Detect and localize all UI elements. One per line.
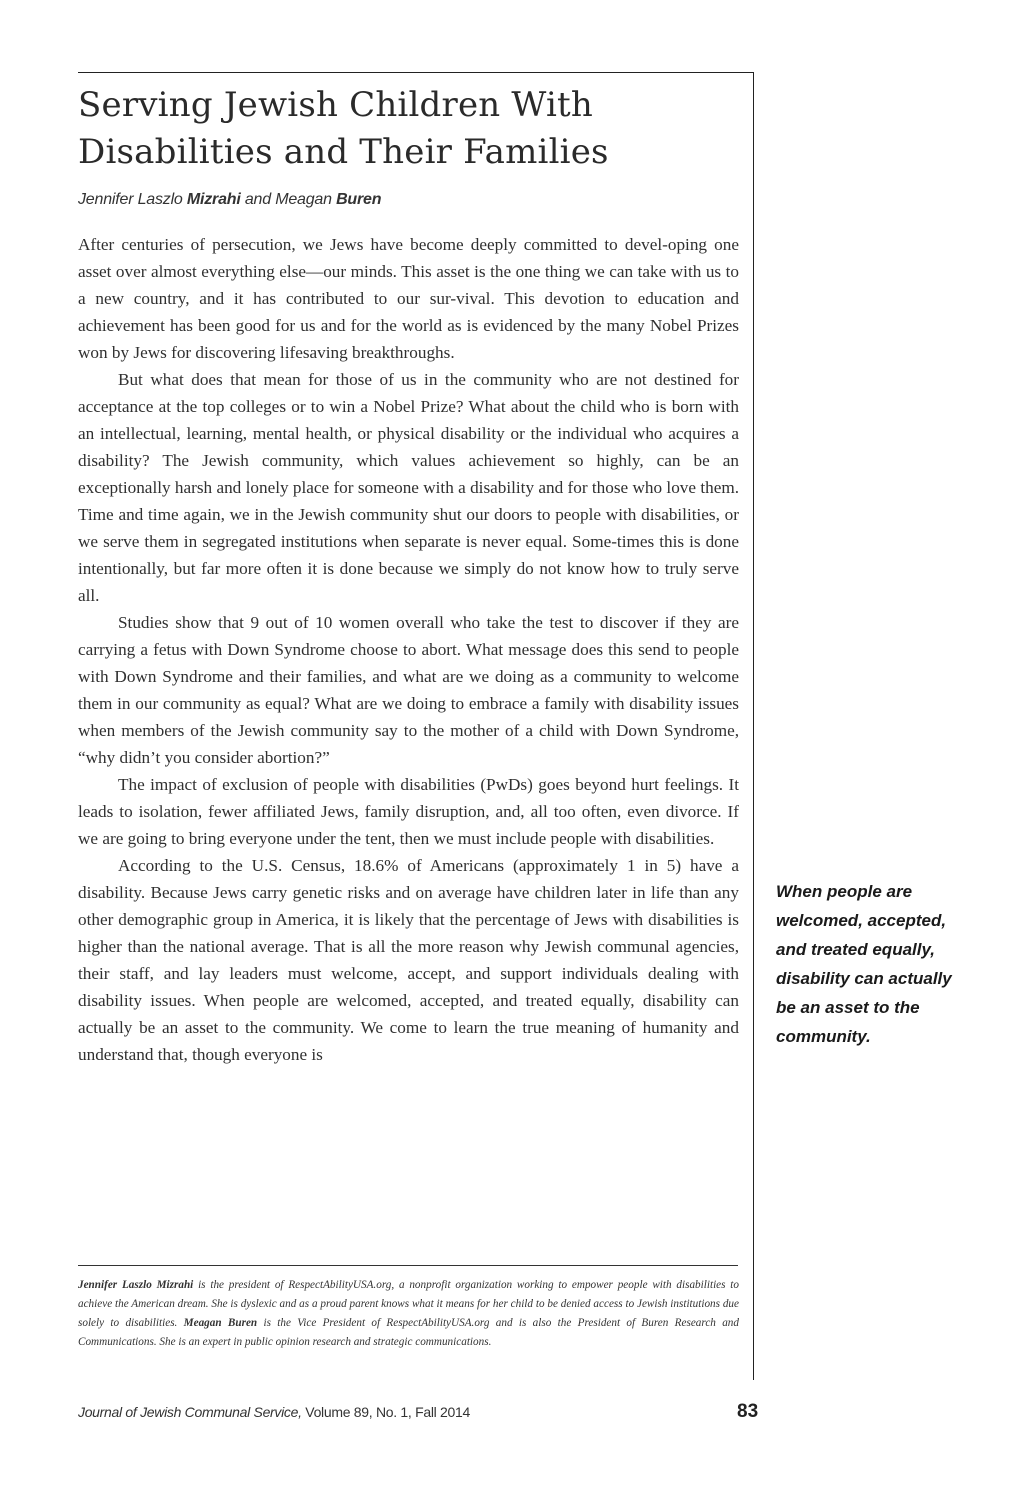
title-line-2: Disabilities and Their Families: [78, 132, 609, 172]
paragraph-1: After centuries of persecution, we Jews have become deeply committed to devel-oping one asset over almost everything else—our minds. This asset is the one thing we can take with us to a new country, and it has contributed to our sur-vival. This devotion to education and achievement has been good for us and for the world as is evidenced by the many Nobel Prizes won by Jews for discovering lifesaving breakthroughs.: [78, 235, 739, 362]
author-byline: [78, 191, 381, 209]
author-footnote: [78, 1276, 739, 1352]
journal-issue: Volume 89, No. 1, Fall 2014: [301, 1404, 470, 1420]
title-line-1: Serving Jewish Children With: [78, 85, 593, 125]
author1-family: Mizrahi: [186, 191, 241, 208]
journal-citation: [78, 1404, 470, 1420]
footnote-name-2: Meagan Buren: [183, 1317, 258, 1329]
column-rule: [753, 72, 754, 1380]
paragraph-3: Studies show that 9 out of 10 women overall who take the test to discover if they are carrying a fetus with Down Syndrome choose to abort. What message does this send to people with Down Syndrome and their families, and what are we doing as a community to welcome them in our community as equal? What are we doing to embrace a family with disability issues when members of the Jewish community say to the mother of a child with Down Syndrome, “why didn’t you consider abortion?”: [78, 613, 739, 767]
author-conjunction: and: [244, 191, 271, 208]
top-rule: [78, 72, 754, 73]
footnote-text-1: is the president of RespectAbilityUSA.org, a nonprofit organization working to empower people with disabilities to achieve the American dream. She is dyslexic and as a proud parent knows what it means for her child to be denied access to Jewish institutions due solely to disabilities.: [78, 1279, 739, 1329]
pull-quote: When people are welcomed, accepted, and treated equally, disability can actually be an asset to the community.: [776, 882, 952, 1046]
article-body: [78, 231, 739, 1068]
footnote-text-2: is the Vice President of RespectAbilityUSA.org and is also the President of Buren Research and Communications. She is an expert in public opinion research and strategic communications.: [78, 1317, 739, 1348]
footnote-rule: [78, 1265, 738, 1266]
paragraph-4: The impact of exclusion of people with disabilities (PwDs) goes beyond hurt feelings. It leads to isolation, fewer affiliated Jews, family disruption, and, all too often, even divorce. If we are going to bring everyone under the tent, then we must include people with disabilities.: [78, 775, 739, 848]
page-number: 83: [737, 1401, 759, 1422]
paragraph-2: But what does that mean for those of us in the community who are not destined for acceptance at the top colleges or to win a Nobel Prize? What about the child who is born with an intellectual, learning, mental health, or physical disability or the individual who acquires a disability? The Jewish community, which values achievement so highly, can be an exceptionally harsh and lonely place for someone with a disability and for those who love them. Time and time again, we in the Jewish community shut our doors to people with disabilities, or we serve them in segregated institutions when separate is never equal. Some-times this is done intentionally, but far more often it is done because we simply do not know how to truly serve all.: [78, 370, 739, 605]
paragraph-5: According to the U.S. Census, 18.6% of Americans (approximately 1 in 5) have a disability. Because Jews carry genetic risks and on average have children later in life than any other demographic group in America, it is likely that the percentage of Jews with disabilities is higher than the national average. That is all the more reason why Jewish communal agencies, their staff, and lay leaders must welcome, accept, and support individuals dealing with disability issues. When people are welcomed, accepted, and treated equally, disability can actually be an asset to the community. We come to learn the true meaning of humanity and understand that, though everyone is: [78, 856, 739, 1064]
author2-family: Buren: [336, 191, 382, 208]
author1-given: Jennifer Laszlo: [78, 191, 183, 208]
article-title: [78, 82, 738, 176]
footnote-name-1: Jennifer Laszlo Mizrahi: [78, 1279, 194, 1291]
journal-name: Journal of Jewish Communal Service,: [78, 1404, 302, 1420]
author2-given: Meagan: [275, 191, 332, 208]
